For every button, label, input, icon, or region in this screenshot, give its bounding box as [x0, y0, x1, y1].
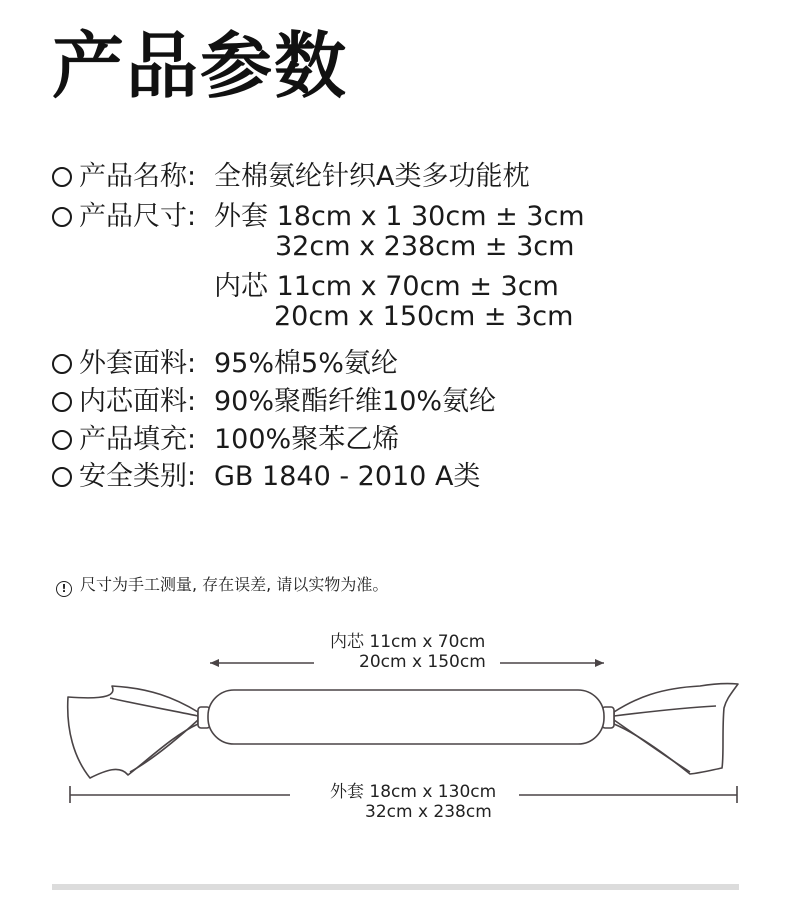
pillow-roll: [208, 690, 604, 744]
spec-label: 产品名称:: [79, 161, 197, 192]
outer-size-label-1: 外套 18cm x 130cm: [330, 782, 497, 802]
note-text: 尺寸为手工测量, 存在误差, 请以实物为准。: [80, 575, 389, 594]
spec-value: 全棉氨纶针织A类多功能枕: [214, 161, 530, 192]
spec-value-inner-1: 内芯 11cm x 70cm ± 3cm: [214, 271, 559, 302]
spec-value-outer-2: 32cm x 238cm ± 3cm: [275, 231, 575, 262]
right-wrapper-fabric: [614, 684, 738, 774]
outer-size-label-2: 32cm x 238cm: [365, 802, 492, 822]
spec-value: 95%棉5%氨纶: [214, 348, 398, 379]
spec-value-inner-2: 20cm x 150cm ± 3cm: [274, 301, 574, 332]
spec-label: 安全类别:: [79, 461, 197, 492]
outer-length-dimension: [70, 782, 737, 803]
pillow-body: [68, 684, 738, 778]
page-title: 产品参数: [52, 24, 349, 108]
spec-value: 90%聚酯纤维10%氨纶: [214, 386, 497, 417]
left-wrapper-fabric: [68, 686, 198, 778]
spec-label: 产品填充:: [79, 424, 197, 455]
bottom-divider: [52, 884, 739, 890]
spec-value: GB 1840 - 2010 A类: [214, 461, 481, 492]
spec-value: 100%聚苯乙烯: [214, 424, 400, 455]
spec-label: 外套面料:: [79, 348, 197, 379]
spec-label: 内芯面料:: [79, 386, 197, 417]
info-exclamation-icon: !: [56, 581, 72, 597]
inner-size-label-2: 20cm x 150cm: [359, 652, 486, 672]
spec-label: 产品尺寸:: [79, 201, 197, 232]
inner-size-label-1: 内芯 11cm x 70cm: [330, 632, 486, 652]
spec-value-outer-1: 外套 18cm x 1 30cm ± 3cm: [214, 201, 585, 232]
